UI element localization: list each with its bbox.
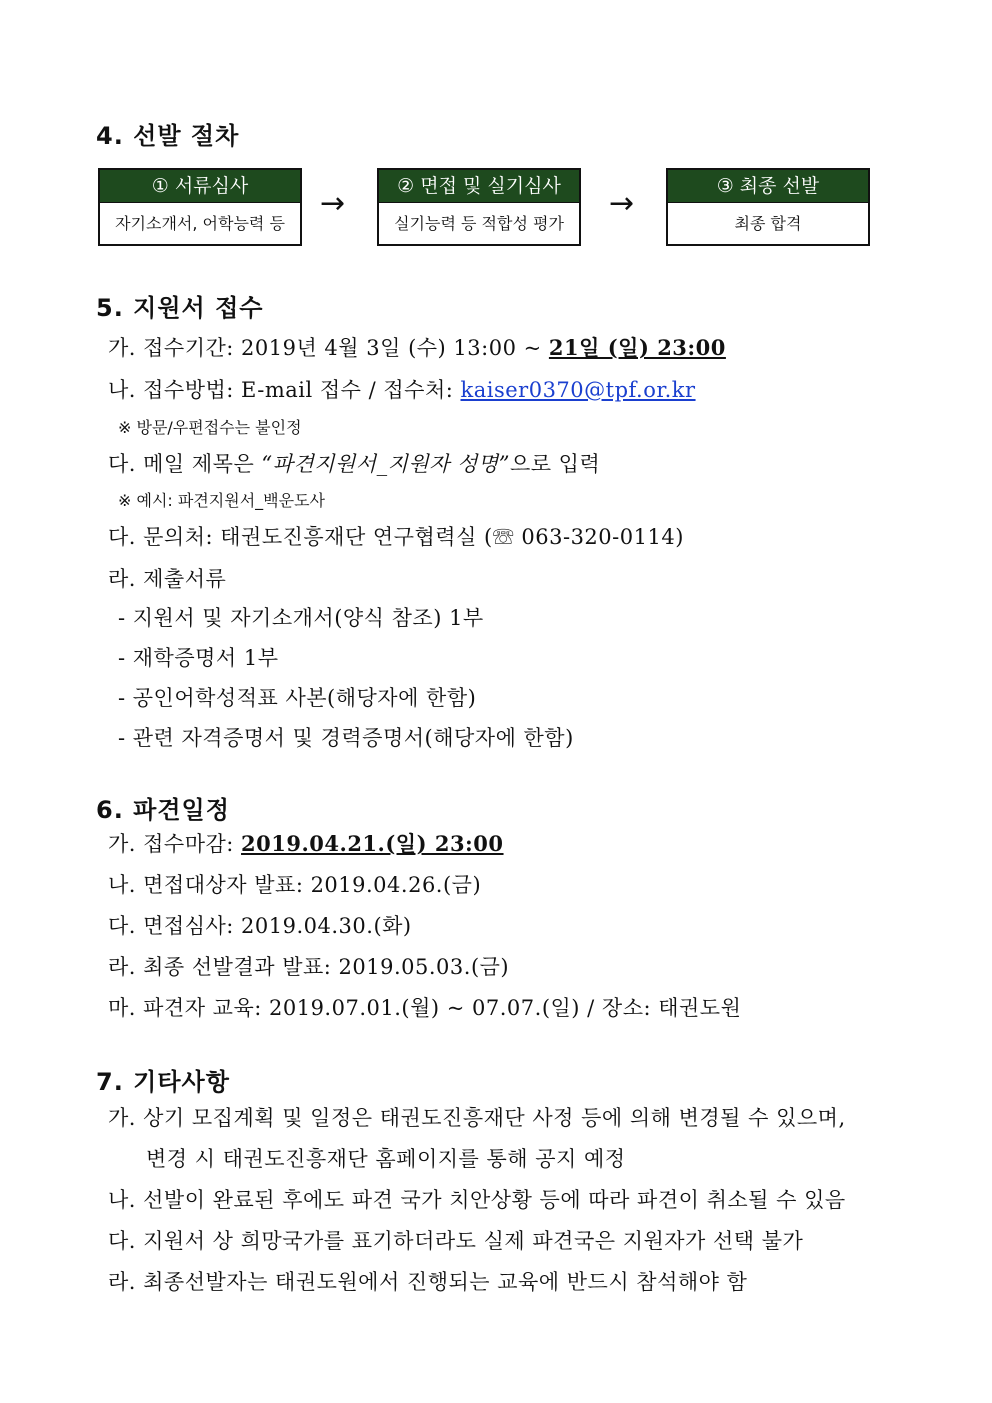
document-item: - 재학증명서 1부: [118, 646, 279, 670]
step-2-desc: 실기능력 등 적합성 평가: [394, 214, 564, 233]
mail-subject-label: 다. 메일 제목은: [108, 452, 262, 476]
step-3-title: ③ 최종 선발: [668, 170, 868, 203]
document-item: - 지원서 및 자기소개서(양식 참조) 1부: [118, 606, 484, 630]
documents-heading: 라. 제출서류: [108, 567, 227, 591]
arrow-right-icon: →: [320, 186, 346, 221]
misc-item: 다. 지원서 상 희망국가를 표기하더라도 실제 파견국은 지원자가 선택 불가: [108, 1229, 804, 1253]
misc-item: 나. 선발이 완료된 후에도 파견 국가 치안상황 등에 따라 파견이 취소될 수 있음: [108, 1188, 846, 1212]
note-example: ※ 예시: 파견지원서_백운도사: [118, 491, 325, 510]
application-method-label: 나. 접수방법: E-mail 접수 / 접수처:: [108, 378, 461, 402]
mail-subject-suffix: 으로 입력: [509, 452, 601, 476]
step-3-desc: 최종 합격: [734, 214, 802, 233]
application-period-label: 가. 접수기간: 2019년 4월 3일 (수) 13:00 ~: [108, 336, 549, 360]
contact-line: 다. 문의처: 태권도진흥재단 연구협력실 (☏ 063-320-0114): [108, 525, 684, 549]
section-7-heading: 7. 기타사항: [96, 1068, 230, 1096]
application-method: [108, 374, 696, 404]
document-item: - 공인어학성적표 사본(해당자에 한함): [118, 686, 477, 710]
misc-item: 가. 상기 모집계획 및 일정은 태권도진흥재단 사정 등에 의해 변경될 수 있으며,: [108, 1106, 846, 1130]
schedule-item: 나. 면접대상자 발표: 2019.04.26.(금): [108, 873, 482, 897]
section-6-heading: 6. 파견일정: [96, 796, 230, 824]
section-5-heading: 5. 지원서 접수: [96, 294, 264, 322]
deadline-line: [108, 828, 504, 858]
note-no-visit: ※ 방문/우편접수는 불인정: [118, 418, 302, 437]
step-1-title: ① 서류심사: [100, 170, 300, 203]
document-item: - 관련 자격증명서 및 경력증명서(해당자에 한함): [118, 726, 574, 750]
schedule-item: 다. 면접심사: 2019.04.30.(화): [108, 914, 412, 938]
mail-subject: [108, 448, 600, 478]
step-1-box: [98, 168, 302, 246]
schedule-item: 마. 파견자 교육: 2019.07.01.(월) ~ 07.07.(일) / 장소: 태권도원: [108, 996, 742, 1020]
step-3-box: [666, 168, 870, 246]
mail-subject-format: “파견지원서_지원자 성명”: [261, 452, 510, 476]
deadline-label: 가. 접수마감:: [108, 832, 242, 856]
email-link[interactable]: kaiser0370@tpf.or.kr: [460, 378, 696, 402]
step-2-title: ② 면접 및 실기심사: [379, 170, 579, 203]
section-4-heading: 4. 선발 절차: [96, 122, 240, 150]
misc-item: 라. 최종선발자는 태권도원에서 진행되는 교육에 반드시 참석해야 함: [108, 1270, 748, 1294]
step-2-box: [377, 168, 581, 246]
application-deadline: 21일 (일) 23:00: [548, 335, 726, 360]
misc-item-continued: 변경 시 태권도진흥재단 홈페이지를 통해 공지 예정: [146, 1147, 626, 1171]
deadline-date: 2019.04.21.(일) 23:00: [241, 831, 504, 856]
schedule-item: 라. 최종 선발결과 발표: 2019.05.03.(금): [108, 955, 510, 979]
step-1-desc: 자기소개서, 어학능력 등: [115, 214, 285, 233]
application-period: [108, 332, 726, 362]
arrow-right-icon: →: [609, 186, 635, 221]
